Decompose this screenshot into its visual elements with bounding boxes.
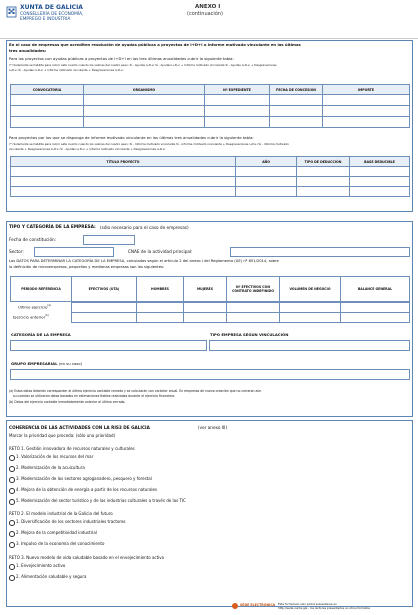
org-department-2: EMPREGO E INDUSTRIA bbox=[20, 17, 71, 22]
cnae-input[interactable] bbox=[230, 247, 410, 257]
section1-intro-2: tres anualidades: bbox=[9, 48, 47, 53]
categoria-para-1: Los DATOS PARA DETERMINAR LA CATEGORÍA DE LA EMPRESA, calculados según el artículo 2 del anexo I del Reglamento (UE) nº 651/2014, sobre bbox=[9, 259, 279, 263]
categoria-empresa-input[interactable] bbox=[10, 340, 207, 351]
reto-1-title: RETO 1. Gestión innovadora de recursos naturales y culturales bbox=[9, 446, 135, 451]
table3-cell[interactable] bbox=[340, 312, 410, 323]
radio-button[interactable] bbox=[9, 542, 15, 548]
radio-button[interactable] bbox=[9, 455, 15, 461]
section1-sub1: Para los proyectos con ayudas públicas a proyectos de I+D+i en las tres últimas anualidades cubrir la siguiente tabla: bbox=[9, 56, 234, 61]
table3-header-efectivos: EFECTIVOS (UTA) bbox=[71, 276, 137, 302]
radio-button[interactable] bbox=[9, 575, 15, 581]
table2-cell[interactable] bbox=[296, 186, 350, 197]
table3-header-balance: BALANCE GENERAL bbox=[340, 276, 410, 302]
radio-button[interactable] bbox=[9, 477, 15, 483]
priority-option-label: 2. Modernización de la acuicultura bbox=[16, 465, 85, 470]
radio-button[interactable] bbox=[9, 520, 15, 526]
table1-cell[interactable] bbox=[204, 116, 270, 128]
section1-note1a: (*) Solamente se habilita para cubrir este cuadro cuando los valores del cuadro sean: Sí - Ayudas I+D+i Sí - Ayudas I+D+i + Informe motivado vinculante Sí - Ayudas I+D+i + Desgravaciones bbox=[9, 63, 277, 67]
grupo-empresarial-input[interactable] bbox=[10, 369, 410, 380]
row-ejercicio-anterior: Ejercicio anterior$^{(b)}$ bbox=[13, 314, 49, 320]
table2-header-deduccion: TIPO DE DEDUCCIÓN bbox=[296, 156, 350, 167]
row-ultimo-ejercicio: Último ejercicio$^{(a)}$ bbox=[18, 304, 51, 310]
priority-option-label: 1. Valorización de los recursos del mar bbox=[16, 454, 94, 459]
table1-header-expediente: Nº EXPEDIENTE bbox=[204, 84, 270, 95]
sede-label: SEDE ELECTRÓNICA bbox=[240, 603, 276, 607]
table1-cell[interactable] bbox=[322, 116, 410, 128]
priority-option-label: 5. Modernización del sector turístico y de las industrias culturales a través de las TIC bbox=[16, 498, 186, 503]
footnote-b: (b) Datos del ejercicio contable inmediatamente anterior al último cerrado. bbox=[9, 400, 126, 404]
priority-option-label: 1. Diversificación de los sectores industriales tractores bbox=[16, 519, 126, 524]
footer-text-2: http://sede.xunta.gal - los lectores presentados en otros formatos bbox=[278, 606, 370, 610]
sector-label: Sector: bbox=[9, 249, 24, 254]
footnote-a-1: (a) Estos datos deberán corresponder al último ejercicio contable cerrado y se calcularán con carácter anual. En empresas de nueva creación que no cerraran aún bbox=[9, 389, 262, 393]
priority-option-label: 2. Mejora de la competitividad industrial bbox=[16, 530, 97, 535]
radio-button[interactable] bbox=[9, 466, 15, 472]
sector-input[interactable] bbox=[34, 247, 114, 257]
table3-cell[interactable] bbox=[136, 312, 184, 323]
annex-subtitle: (continuación) bbox=[187, 11, 223, 17]
table3-header-periodo: PERÍODO REFERENCIA bbox=[10, 276, 72, 302]
org-name: XUNTA DE GALICIA bbox=[20, 4, 83, 11]
footnote-a-2: su cuentas se utilizarán datos basados en estimaciones fiables realizadas durante el ejercicio financiero. bbox=[13, 394, 176, 398]
table1-cell[interactable] bbox=[269, 116, 323, 128]
radio-button[interactable] bbox=[9, 564, 15, 570]
section1-intro: En el caso de empresas que acrediten resolución de ayudas públicas a proyectos de I+D+i o informe motivado vinculante en las últimas bbox=[9, 42, 301, 47]
reto-3-title: RETO 3. Nuevo modelo de vida saludable basado en el envejecimiento activo bbox=[9, 555, 165, 560]
table1-header-convocatoria: CONVOCATORIA bbox=[10, 84, 84, 95]
table1-header-organismo: ORGANISMO bbox=[83, 84, 205, 95]
table1-cell[interactable] bbox=[83, 116, 205, 128]
priority-option-label: 2. Alimentación saludable y segura bbox=[16, 574, 87, 579]
table1-header-importe: IMPORTE bbox=[322, 84, 410, 95]
tipo-empresa-input[interactable] bbox=[209, 340, 410, 351]
section3-instructions: Marcar la prioridad que proceda: (sólo una prioridad) bbox=[9, 433, 116, 438]
table3-cell[interactable] bbox=[279, 312, 341, 323]
xunta-logo bbox=[6, 4, 17, 18]
org-department-1: CONSELLERÍA DE ECONOMÍA, bbox=[20, 11, 84, 17]
sede-icon bbox=[232, 603, 238, 609]
cnae-label: CNAE de la actividad principal: bbox=[128, 249, 193, 254]
table1-header-fecha: FECHA DE CONCESIÓN bbox=[269, 84, 323, 95]
table2-cell[interactable] bbox=[10, 186, 236, 197]
fecha-constitucion-label: Fecha de constitución: bbox=[9, 237, 57, 242]
section1-sub2: Para proyectos por los que se disponga de informe motivado vinculante en las últimas tres anualidades cubrir la siguiente tabla: bbox=[9, 135, 254, 140]
header-divider bbox=[0, 38, 418, 39]
grupo-empresarial-label: GRUPO EMPRESARIAL (en su caso) bbox=[11, 361, 83, 366]
table3-header-volumen: VOLUMEN DE NEGOCIO bbox=[279, 276, 341, 302]
radio-button[interactable] bbox=[9, 499, 15, 505]
priority-option-label: 3. Modernización de los sectores agroganadero, pesquero y forestal bbox=[16, 476, 152, 481]
categoria-para-2: la definición de microempresas, pequeñas y medianas empresas son los siguientes: bbox=[9, 265, 165, 269]
table3-header-mujeres: MUJERES bbox=[183, 276, 227, 302]
table2-header-anio: AÑO bbox=[235, 156, 297, 167]
priority-option-label: 1. Envejecimiento activo bbox=[16, 563, 66, 568]
reto-2-title: RETO 2. El modelo industrial de la Galicia del futuro bbox=[9, 511, 113, 516]
priority-option-label: 4. Mejora de la obtención de energía a partir de los recursos naturales bbox=[16, 487, 158, 492]
section1-note2a: (*) Solamente se habilita para cubrir este cuadro cuando los valores del cuadro sean: Sí - Informe motivado vinculante Sí - Informe motivado vinculante + Desgravaciones I+D+i Sí - Informe motivado bbox=[9, 142, 289, 146]
section1-note1b: I+D+i Sí - Ayudas I+D+i + Informe motivado vinculante + Desgravaciones I+D+i bbox=[9, 67, 124, 72]
section2-title: TIPO Y CATEGORÍA DE LA EMPRESA: bbox=[9, 225, 96, 230]
table2-cell[interactable] bbox=[235, 186, 297, 197]
section3-title: COHERENCIA DE LAS ACTIVIDADES CON LA RIS3 DE GALICIA bbox=[9, 425, 150, 430]
table3-cell[interactable] bbox=[183, 312, 227, 323]
priority-option-label: 3. Impulso de la economía del conocimiento bbox=[16, 541, 105, 546]
section3-title-note: (ver anexo III) bbox=[198, 425, 228, 430]
categoria-empresa-label: CATEGORÍA DE LA EMPRESA bbox=[11, 332, 71, 337]
footer-text-1: Este formulario solo podrá presentarse en bbox=[278, 602, 337, 606]
section2-title-note: (sólo necesario para el caso de empresas) bbox=[100, 225, 189, 230]
tipo-empresa-label: TIPO EMPRESA SEGÚN VINCULACIÓN bbox=[210, 332, 289, 337]
section1-note2b: vinculante + Desgravaciones I+D+i Sí - Ayudas I+D+i + Informe motivado vinculante + Desgravaciones I+D+i bbox=[9, 146, 166, 151]
radio-button[interactable] bbox=[9, 531, 15, 537]
table3-cell[interactable] bbox=[71, 312, 137, 323]
table2-cell[interactable] bbox=[349, 186, 410, 197]
table3-header-indefinido: Nº EFECTIVOS CON CONTRATO INDEFINIDO bbox=[226, 276, 280, 302]
fecha-constitucion-input[interactable] bbox=[83, 235, 135, 245]
table1-cell[interactable] bbox=[10, 116, 84, 128]
table2-header-titulo: TÍTULO PROYECTO bbox=[10, 156, 236, 167]
table3-header-hombres: HOMBRES bbox=[136, 276, 184, 302]
table3-cell[interactable] bbox=[226, 312, 280, 323]
table2-header-base: BASE DEDUCIBLE bbox=[349, 156, 410, 167]
radio-button[interactable] bbox=[9, 488, 15, 494]
annex-title: ANEXO I bbox=[195, 4, 221, 10]
